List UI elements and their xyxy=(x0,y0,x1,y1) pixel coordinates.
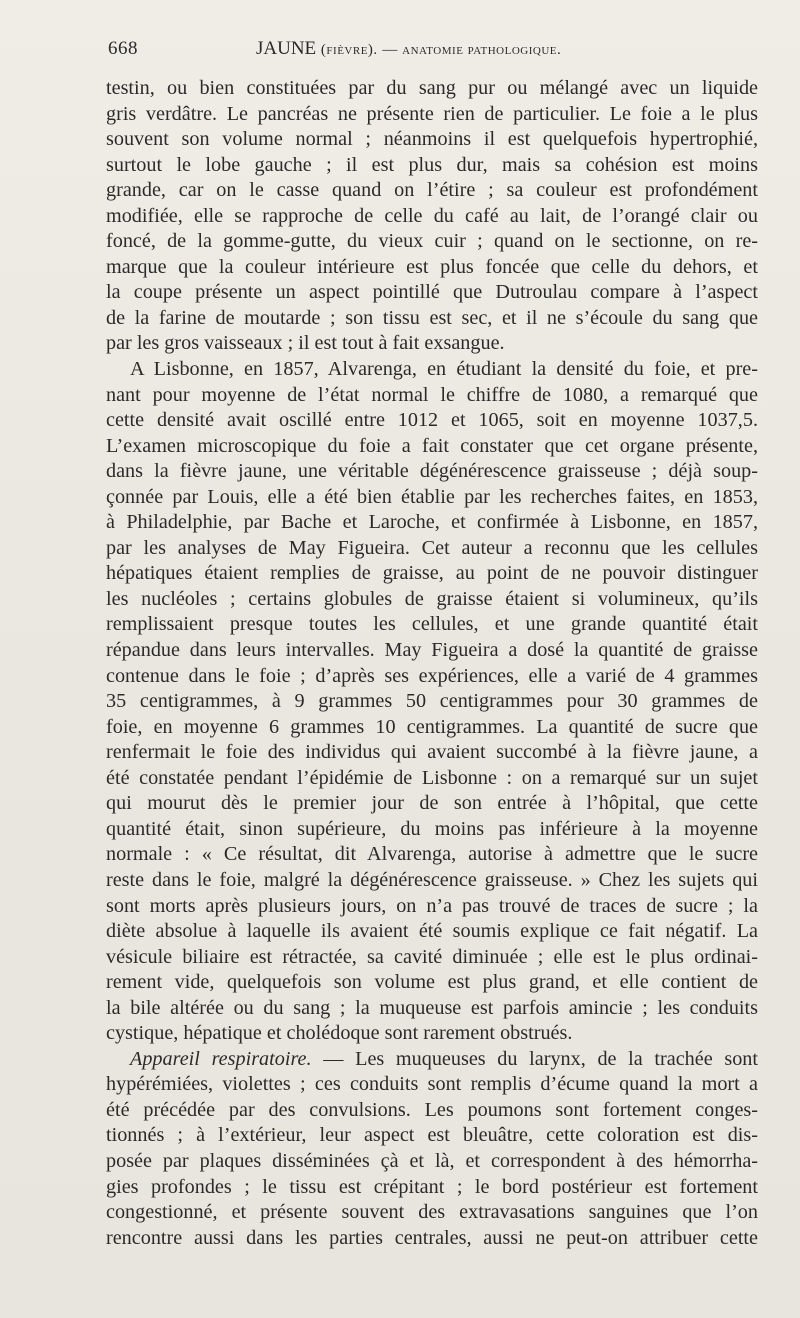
text-line: congestionné, et présente souvent des extravasations sanguines que l’on xyxy=(106,1201,758,1224)
text-line: à Philadelphie, par Bache et Laroche, et confirmée à Lisbonne, en 1857, xyxy=(106,511,758,534)
text-line: les nucléoles ; certains globules de graisse étaient si volumineux, qu’ils xyxy=(106,587,758,610)
section-heading: Appareil respiratoire. xyxy=(130,1047,312,1070)
text-line: contenue dans le foie ; d’après ses expériences, elle a varié de 4 grammes xyxy=(106,664,758,687)
text-line: foie, en moyenne 6 grammes 10 centigrammes. La quantité de sucre que xyxy=(106,715,758,738)
text-line: par les gros vaisseaux ; il est tout à fait exsangue. xyxy=(106,332,505,355)
text-line xyxy=(106,1047,758,1073)
running-title xyxy=(256,38,561,60)
text-line: gris verdâtre. Le pancréas ne présente rien de particulier. Le foie a le plus xyxy=(106,102,758,125)
text-line: par les analyses de May Figueira. Cet auteur a reconnu que les cellules xyxy=(106,536,758,559)
text-line: été précédée par des convulsions. Les poumons sont fortement conges- xyxy=(106,1098,758,1121)
text-line: normale : « Ce résultat, dit Alvarenga, autorise à admettre que le sucre xyxy=(106,843,758,866)
page-number: 668 xyxy=(108,38,138,59)
text-line: renfermait le foie des individus qui avaient succombé à la fièvre jaune, a xyxy=(106,741,758,764)
text-line: qui mourut dès le premier jour de son entrée à l’hôpital, que cette xyxy=(106,792,758,815)
text-line: sont morts après plusieurs jours, on n’a pas trouvé de traces de sucre ; la xyxy=(106,894,758,917)
text-line: hypérémiées, violettes ; ces conduits sont remplis d’écume quand la mort a xyxy=(106,1073,758,1096)
text-line: remplissaient presque toutes les cellules, et une grande quantité était xyxy=(106,613,758,636)
text-line: gies profondes ; le tissu est crépitant ; le bord postérieur est fortement xyxy=(106,1175,758,1198)
text-line: été constatée pendant l’épidémie de Lisbonne : on a remarqué sur un sujet xyxy=(106,766,758,789)
text-line: dans la fièvre jaune, une véritable dégénérescence graisseuse ; déjà soup- xyxy=(106,460,758,483)
body-text xyxy=(106,76,758,1251)
text-line: cystique, hépatique et cholédoque sont rarement obstrués. xyxy=(106,1022,573,1045)
text-line: tionnés ; à l’extérieur, leur aspect est bleuâtre, cette coloration est dis- xyxy=(106,1124,758,1147)
text-line: reste dans le foie, malgré la dégénérescence graisseuse. » Chez les sujets qui xyxy=(106,868,758,891)
text-line: 35 centigrammes, à 9 grammes 50 centigrammes pour 30 grammes de xyxy=(106,690,758,713)
text-line: de la farine de moutarde ; son tissu est sec, et il ne s’écoule du sang que xyxy=(106,306,758,329)
text-line: rencontre aussi dans les parties centrales, aussi ne peut-on attribuer cette xyxy=(106,1226,758,1249)
text-line: posée par plaques disséminées çà et là, et correspondent à des hémorrha- xyxy=(106,1149,758,1172)
text-line: rement vide, quelquefois son volume est plus grand, et elle contient de xyxy=(106,971,758,994)
text-line: cette densité avait oscillé entre 1012 et 1065, soit en moyenne 1037,5. xyxy=(106,409,758,432)
text-line: la coupe présente un aspect pointillé que Dutroulau compare à l’aspect xyxy=(106,281,758,304)
text-line: grande, car on le casse quand on l’étire ; sa couleur est profondément xyxy=(106,179,758,202)
running-header xyxy=(108,38,758,78)
text-line: vésicule biliaire est rétractée, sa cavité diminuée ; elle est le plus ordinai- xyxy=(106,945,758,968)
text-line: testin, ou bien constituées par du sang pur ou mélangé avec un liquide xyxy=(106,77,758,99)
text-line: quantité était, sinon supérieure, du moins pas inférieure à la moyenne xyxy=(106,817,758,840)
text-line: foncé, de la gomme-gutte, du vieux cuir ; quand on le sectionne, on re- xyxy=(106,230,758,253)
text-line: la bile altérée ou du sang ; la muqueuse est parfois amincie ; les conduits xyxy=(106,996,758,1019)
running-title-section: — anatomie pathologique. xyxy=(382,42,562,58)
text-line: souvent son volume normal ; néanmoins il est quelquefois hypertrophié, xyxy=(106,128,758,151)
text-line: A Lisbonne, en 1857, Alvarenga, en étudiant la densité du foie, et pre- xyxy=(130,358,758,381)
text-line: diète absolue à laquelle ils avaient été soumis explique ce fait négatif. La xyxy=(106,920,758,943)
text-line: hépatiques étaient remplies de graisse, au point de ne pouvoir distinguer xyxy=(106,562,758,585)
text-line: çonnée par Louis, elle a été bien établie par les recherches faites, en 1853, xyxy=(106,485,758,508)
text-line: marque que la couleur intérieure est plus foncée que celle du dehors, et xyxy=(106,255,758,278)
text-line: nant pour moyenne de l’état normal le chiffre de 1080, a remarqué que xyxy=(106,383,758,406)
text-line: répandue dans leurs intervalles. May Figueira a dosé la quantité de graisse xyxy=(106,639,758,662)
running-title-main: JAUNE xyxy=(256,38,317,59)
text-line: surtout le lobe gauche ; il est plus dur, mais sa cohésion est moins xyxy=(106,153,758,176)
running-title-paren: (fièvre). xyxy=(320,42,378,58)
section-heading-continuation: — Les muqueuses du larynx, de la trachée sont xyxy=(323,1047,758,1070)
text-line: modifiée, elle se rapproche de celle du café au lait, de l’orangé clair ou xyxy=(106,204,758,227)
text-line: L’examen microscopique du foie a fait constater que cet organe présente, xyxy=(106,434,758,457)
